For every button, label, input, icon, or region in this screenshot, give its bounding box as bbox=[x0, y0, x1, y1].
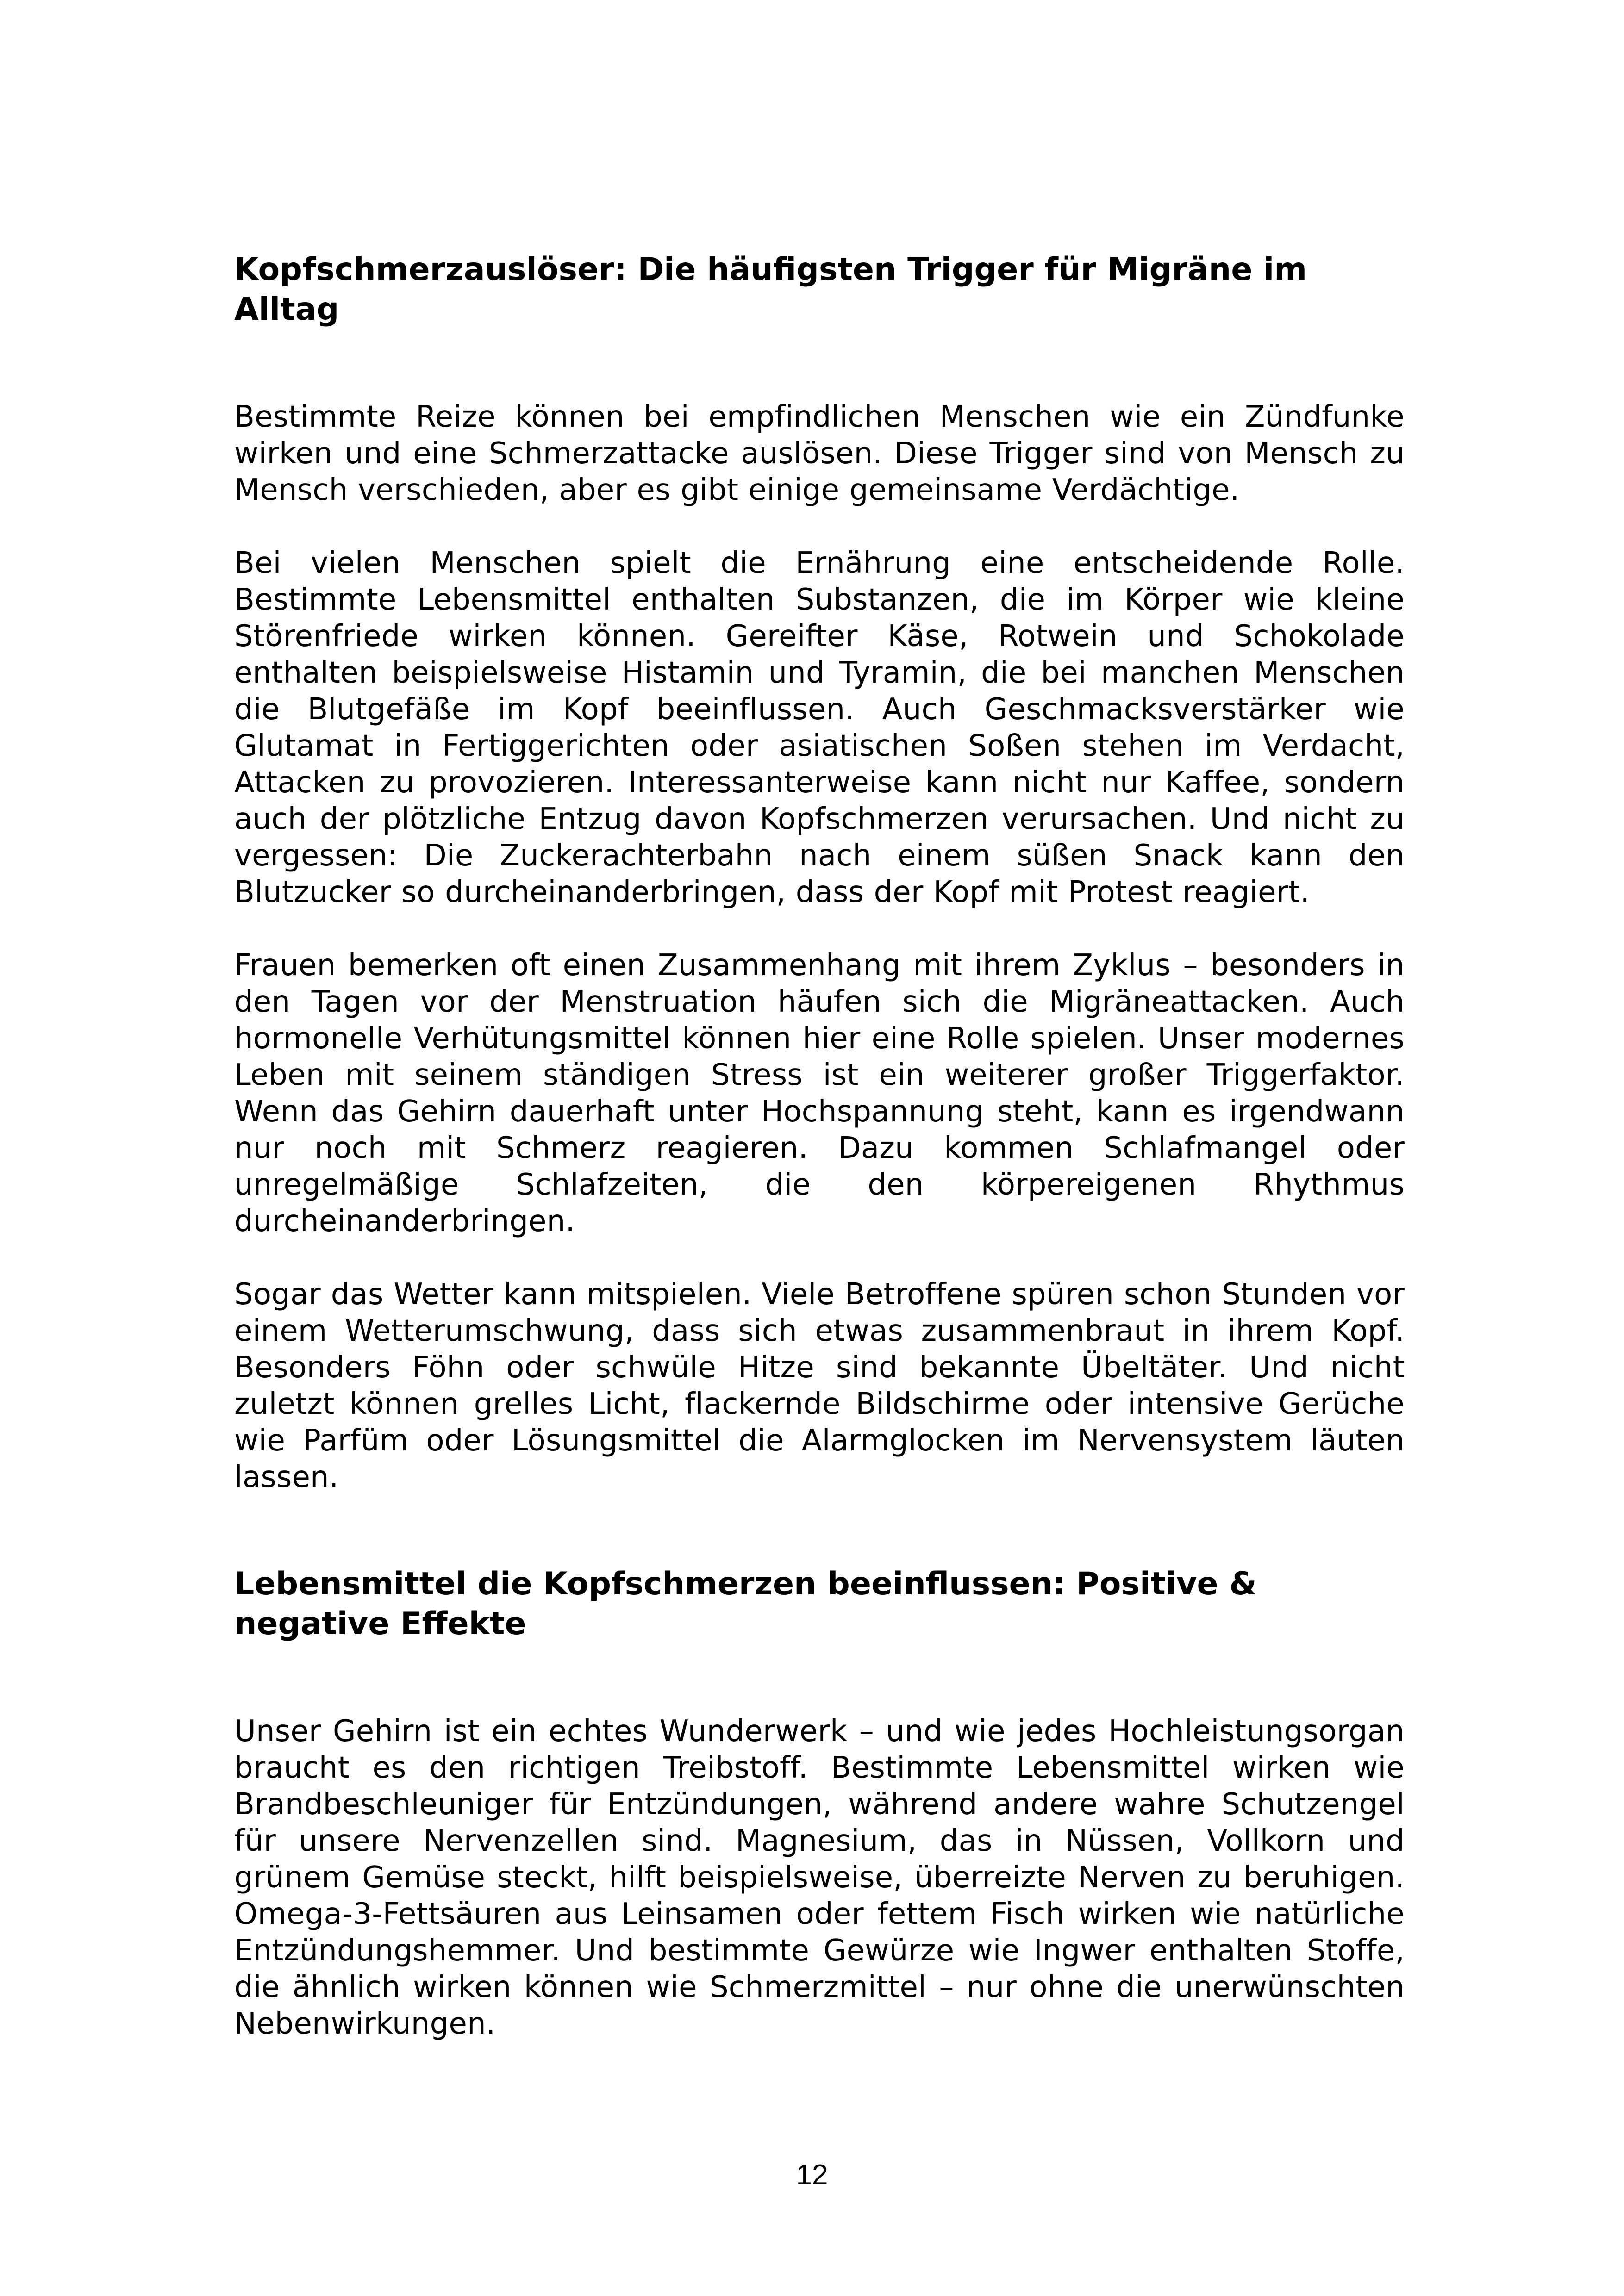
paragraph: Sogar das Wetter kann mitspielen. Viele Betroffene spüren schon Stunden vor einem Wetterumschwung, dass sich etwas zusammenbraut in ihrem Kopf. Besonders Föhn oder schwüle Hitze sind bekannte Übeltäter. Und nicht zuletzt können grelles Licht, flackernde Bildschirme oder intensive Gerüche wie Parfüm oder Lösungsmittel die Alarmglocken im Nervensystem läuten lassen. bbox=[234, 1277, 1405, 1494]
paragraph: Bestimmte Reize können bei empfindlichen Menschen wie ein Zündfunke wirken und eine Schmerzattacke auslösen. Diese Trigger sind von Mensch zu Mensch verschieden, aber es gibt einige gemeinsame Verdächtige. bbox=[234, 400, 1405, 507]
paragraph: Bei vielen Menschen spielt die Ernährung eine entscheidende Rolle. Bestimmte Lebensmittel enthalten Substanzen, die im Körper wie kleine Störenfriede wirken können. Gereifter Käse, Rotwein und Schokolade enthalten beispielsweise Histamin und Tyramin, die bei manchen Menschen die Blutgefäße im Kopf beeinflussen. Auch Geschmacksverstärker wie Glutamat in Fertiggerichten oder asiatischen Soßen stehen im Verdacht, Attacken zu provozieren. Interessanterweise kann nicht nur Kaffee, sondern auch der plötzliche Entzug davon Kopfschmerzen verursachen. Und nicht zu vergessen: Die Zuckerachterbahn nach einem süßen Snack kann den Blutzucker so durcheinanderbringen, dass der Kopf mit Protest reagiert. bbox=[234, 546, 1405, 909]
section-heading-triggers: Kopfschmerzauslöser: Die häufigsten Trigger für Migräne im Alltag bbox=[234, 251, 1307, 328]
section-body-triggers bbox=[234, 399, 1405, 1496]
page-number: 12 bbox=[796, 2159, 828, 2191]
paragraph: Frauen bemerken oft einen Zusammenhang mit ihrem Zyklus – besonders in den Tagen vor der Menstruation häufen sich die Migräneattacken. Auch hormonelle Verhütungsmittel können hier eine Rolle spielen. Unser modernes Leben mit seinem ständigen Stress ist ein weiterer großer Triggerfaktor. Wenn das Gehirn dauerhaft unter Hochspannung steht, kann es irgendwann nur noch mit Schmerz reagieren. Dazu kommen Schlafmangel oder unregelmäßige Schlafzeiten, die den körpereigenen Rhythmus durcheinanderbringen. bbox=[234, 948, 1405, 1238]
page-content bbox=[234, 250, 1405, 2042]
section-body-food-effects bbox=[234, 1713, 1405, 2042]
paragraph: Unser Gehirn ist ein echtes Wunderwerk – und wie jedes Hochleistungsorgan braucht es den richtigen Treibstoff. Bestimmte Lebensmittel wirken wie Brandbeschleuniger für Entzündungen, während andere wahre Schutzengel für unsere Nervenzellen sind. Magnesium, das in Nüssen, Vollkorn und grünem Gemüse steckt, hilft beispielsweise, überreizte Nerven zu beruhigen. Omega-3-Fettsäuren aus Leinsamen oder fettem Fisch wirken wie natürliche Entzündungshemmer. Und bestimmte Gewürze wie Ingwer enthalten Stoffe, die ähnlich wirken können wie Schmerzmittel – nur ohne die unerwünschten Nebenwirkungen. bbox=[234, 1714, 1405, 2041]
section-heading-food-effects: Lebensmittel die Kopfschmerzen beeinflussen: Positive & negative Effekte bbox=[234, 1566, 1257, 1642]
